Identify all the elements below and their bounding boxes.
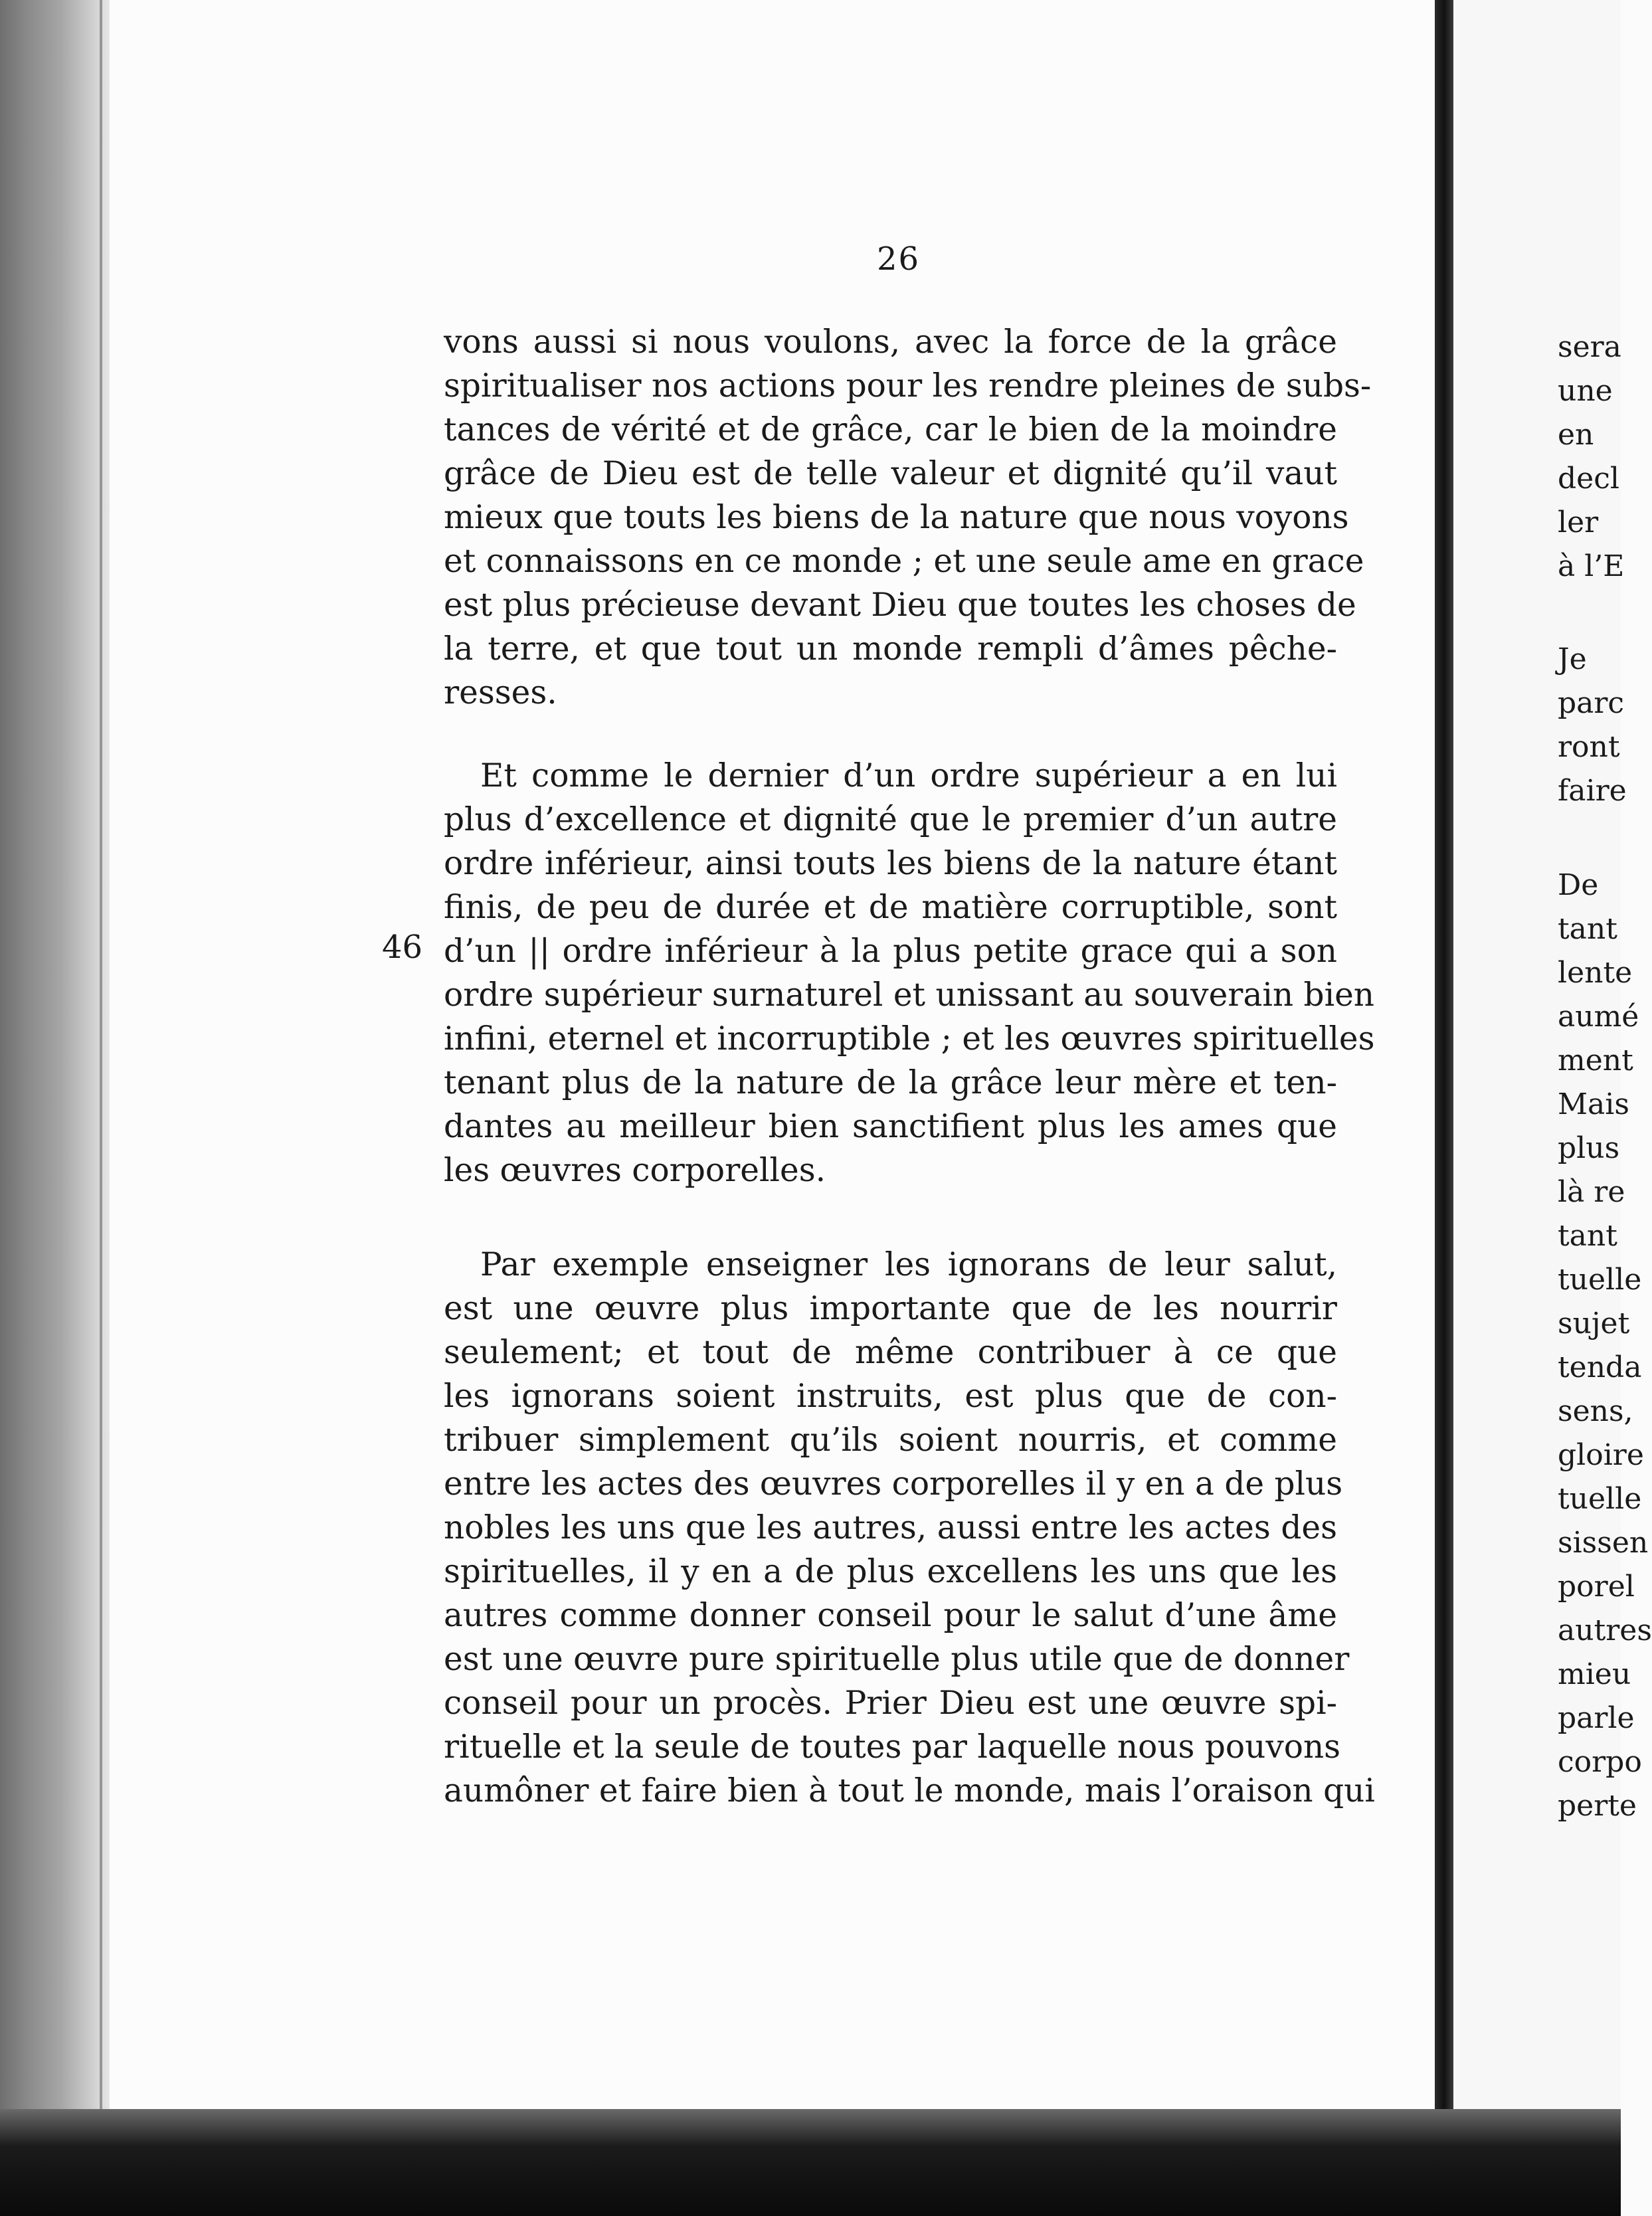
text-line: spirituelles, il y en a de plus excellens les uns que les <box>444 1553 1337 1590</box>
facing-line: tuelle <box>1558 1482 1642 1516</box>
facing-line: là re <box>1558 1175 1625 1209</box>
page-number: 26 <box>877 240 921 278</box>
facing-line: parc <box>1558 686 1625 720</box>
text-line: Par exemple enseigner les ignorans de leur salut, <box>480 1246 1337 1283</box>
text-line: tances de vérité et de grâce, car le bien de la moindre <box>444 411 1337 448</box>
text-line: finis, de peu de durée et de matière corruptible, sont <box>444 889 1337 926</box>
paragraph-1 <box>444 320 1372 715</box>
facing-line: plus <box>1558 1131 1620 1165</box>
facing-line: sera <box>1558 330 1621 364</box>
text-line: autres comme donner conseil pour le salut d’une âme <box>444 1597 1337 1634</box>
facing-line: ler <box>1558 506 1599 539</box>
text-line: spiritualiser nos actions pour les rendre pleines de subs- <box>444 367 1372 405</box>
facing-line: une <box>1558 374 1613 408</box>
facing-line: ront <box>1558 730 1620 764</box>
facing-line: tenda <box>1558 1350 1642 1384</box>
text-line: entre les actes des œuvres corporelles il y en a de plus <box>444 1465 1343 1503</box>
facing-line: decl <box>1558 462 1619 496</box>
facing-line: perte <box>1558 1789 1637 1823</box>
facing-line: tuelle <box>1558 1263 1642 1297</box>
facing-line: lente <box>1558 956 1633 990</box>
facing-line: Je <box>1558 642 1587 676</box>
text-line: ordre supérieur surnaturel et unissant au souverain bien <box>444 976 1375 1014</box>
text-line: nobles les uns que les autres, aussi entre les actes des <box>444 1509 1337 1546</box>
facing-line: en <box>1558 418 1594 452</box>
text-line: grâce de Dieu est de telle valeur et dignité qu’il vaut <box>444 455 1337 492</box>
text-line: la terre, et que tout un monde rempli d’âmes pêche- <box>444 630 1337 668</box>
facing-line: aumé <box>1558 1000 1639 1034</box>
text-line: est plus précieuse devant Dieu que toutes les choses de <box>444 587 1356 624</box>
text-line: dantes au meilleur bien sanctifient plus les ames que <box>444 1108 1337 1145</box>
facing-line: parle <box>1558 1701 1635 1735</box>
text-line: seulement; et tout de même contribuer à ce que <box>444 1334 1337 1371</box>
facing-page-text-block-1 <box>1558 325 1624 589</box>
text-line: les ignorans soient instruits, est plus que de con- <box>444 1378 1337 1415</box>
text-line: mieux que touts les biens de la nature que nous voyons <box>444 499 1349 536</box>
book-gutter <box>0 0 110 2216</box>
facing-line: mieu <box>1558 1657 1631 1691</box>
facing-line: porel <box>1558 1570 1635 1604</box>
text-line: et connaissons en ce monde ; et une seule ame en grace <box>444 543 1364 580</box>
facing-line: tant <box>1558 1219 1617 1253</box>
text-line: rituelle et la seule de toutes par laquelle nous pouvons <box>444 1728 1341 1766</box>
text-line: Et comme le dernier d’un ordre supérieur a en lui <box>480 757 1337 794</box>
text-line: resses. <box>444 674 557 711</box>
facing-line: sujet <box>1558 1307 1630 1340</box>
text-line: tenant plus de la nature de la grâce leur mère et ten- <box>444 1064 1337 1101</box>
paragraph-3 <box>444 1243 1375 1813</box>
gutter-shadow-line <box>100 0 102 2216</box>
paragraph-2 <box>444 754 1375 1192</box>
facing-line: faire <box>1558 774 1627 808</box>
facing-line: ment <box>1558 1044 1633 1077</box>
facing-line: sens, <box>1558 1394 1633 1428</box>
text-line: aumôner et faire bien à tout le monde, mais l’oraison qui <box>444 1772 1375 1809</box>
page-fold <box>1435 0 1453 2109</box>
text-line: ordre inférieur, ainsi touts les biens de la nature étant <box>444 845 1337 882</box>
facing-line: à l’E <box>1558 549 1625 583</box>
facing-line: sissen <box>1558 1526 1649 1560</box>
text-line: les œuvres corporelles. <box>444 1152 826 1189</box>
margin-page-reference: 46 <box>382 929 423 966</box>
facing-line: De <box>1558 868 1599 902</box>
facing-line: autres <box>1558 1614 1652 1647</box>
text-line: est une œuvre plus importante que de les nourrir <box>444 1290 1337 1327</box>
facing-line: gloire <box>1558 1438 1644 1472</box>
text-line: est une œuvre pure spirituelle plus utile que de donner <box>444 1641 1350 1678</box>
text-line: infini, eternel et incorruptible ; et les œuvres spirituelles <box>444 1020 1375 1058</box>
text-line: tribuer simplement qu’ils soient nourris, et comme <box>444 1422 1337 1459</box>
scan-bottom-edge <box>0 2109 1621 2216</box>
facing-line: tant <box>1558 912 1617 946</box>
facing-line: Mais <box>1558 1087 1629 1121</box>
facing-page-text-block-3 <box>1558 864 1652 1828</box>
text-line: plus d’excellence et dignité que le premier d’un autre <box>444 801 1337 838</box>
text-line: d’un || ordre inférieur à la plus petite grace qui a son <box>444 933 1337 970</box>
text-line: conseil pour un procès. Prier Dieu est une œuvre spi- <box>444 1685 1337 1722</box>
facing-page-text-block-2 <box>1558 638 1627 813</box>
text-line: vons aussi si nous voulons, avec la force de la grâce <box>444 323 1337 361</box>
facing-line: corpo <box>1558 1745 1642 1779</box>
